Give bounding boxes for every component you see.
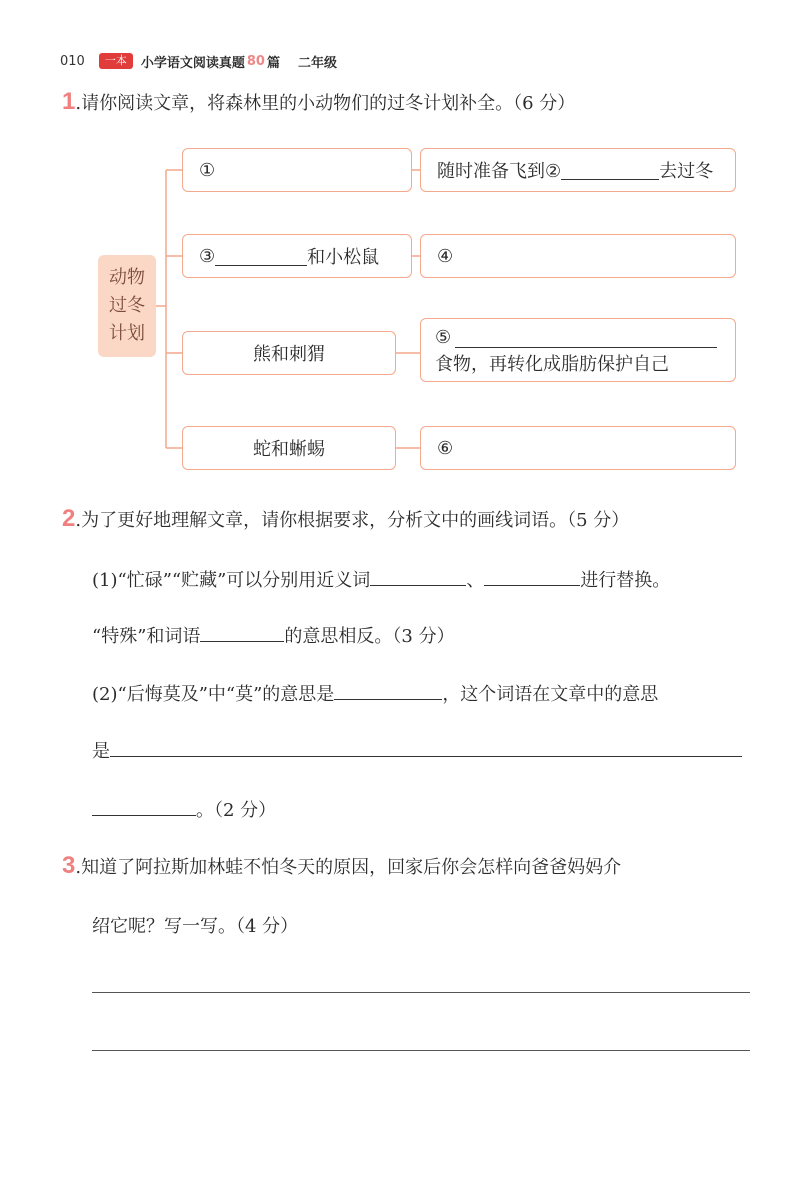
row1-left-label: ① — [199, 159, 216, 181]
row3-right-box — [420, 318, 736, 382]
row4-right-label: ⑥ — [437, 437, 454, 459]
q2-part1-line2 — [92, 622, 455, 648]
q2-p2-text-c: 是 — [92, 741, 110, 762]
root-line-1: 动物 — [109, 267, 145, 288]
q2-p1-sep: 、 — [466, 570, 485, 591]
q2-p2-text-d: 。（2 分） — [196, 800, 277, 821]
q2-part1-line1 — [92, 566, 670, 592]
q2-text: .为了更好地理解文章，请你根据要求，分析文中的画线词语。（5 分） — [75, 510, 630, 531]
q2-p2-text-b: ，这个词语在文章中的意思 — [442, 684, 659, 705]
q2-p1-text-c: “特殊”和词语 — [92, 626, 201, 647]
row4-left-box — [182, 426, 396, 470]
answer-line-1[interactable] — [92, 992, 750, 993]
row2-right-box[interactable] — [420, 234, 736, 278]
row2-left-prefix: ③ — [199, 245, 216, 267]
root-line-3: 计划 — [109, 323, 145, 344]
q2-number: 2 — [62, 505, 76, 532]
row3-right-label: ⑤ — [435, 327, 452, 348]
book-title: 小学语文阅读真题 — [140, 55, 245, 71]
q1-number: 1 — [62, 88, 76, 115]
q2-p1-text-b: 进行替换。 — [580, 570, 671, 591]
root-box — [98, 255, 156, 357]
brand-badge: 一本 — [99, 53, 133, 69]
q2-part2-line2 — [92, 737, 742, 763]
blank-phrase-meaning[interactable] — [110, 738, 742, 757]
row3-left-label: 熊和刺猬 — [253, 344, 325, 365]
blank-synonym-1[interactable] — [370, 567, 466, 586]
blank-phrase-meaning-cont[interactable] — [92, 797, 196, 816]
grade-label: 二年级 — [297, 55, 337, 71]
q2-p2-text-a: (2)“后悔莫及”中“莫”的意思是 — [92, 684, 335, 705]
q3-heading — [62, 852, 621, 880]
q2-part2-line3 — [92, 796, 276, 822]
row1-right-suffix: 去过冬 — [659, 161, 714, 182]
blank-5[interactable] — [455, 329, 717, 348]
q3-number: 3 — [62, 852, 76, 879]
q3-text-line2: 绍它呢？写一写。（4 分） — [92, 916, 299, 937]
root-line-2: 过冬 — [109, 295, 145, 316]
book-count: 80 — [246, 53, 265, 69]
row1-right-prefix: 随时准备飞到② — [437, 161, 562, 182]
q1-text: .请你阅读文章，将森林里的小动物们的过冬计划补全。（6 分） — [75, 93, 576, 114]
row4-right-box[interactable] — [420, 426, 736, 470]
answer-line-2[interactable] — [92, 1050, 750, 1051]
q2-part2-line1 — [92, 680, 658, 706]
q3-text: .知道了阿拉斯加林蛙不怕冬天的原因，回家后你会怎样向爸爸妈妈介 — [75, 857, 622, 878]
row3-left-box — [182, 331, 396, 375]
row4-left-label: 蛇和蜥蜴 — [253, 439, 325, 460]
row2-left-box — [182, 234, 412, 278]
blank-3[interactable] — [215, 247, 307, 266]
q2-p1-text-d: 的意思相反。（3 分） — [284, 626, 455, 647]
page-number: 010 — [60, 53, 85, 69]
blank-2[interactable] — [561, 161, 659, 180]
blank-antonym[interactable] — [200, 623, 284, 642]
blank-mo-meaning[interactable] — [334, 681, 442, 700]
row1-right-box — [420, 148, 736, 192]
q2-p1-text-a: (1)“忙碌”“贮藏”可以分别用近义词 — [92, 570, 371, 591]
row1-left-box — [182, 148, 412, 192]
q2-heading — [62, 505, 629, 533]
row2-left-suffix: 和小松鼠 — [307, 247, 380, 268]
blank-synonym-2[interactable] — [484, 567, 580, 586]
book-unit: 篇 — [266, 55, 280, 71]
row2-right-label: ④ — [437, 245, 454, 267]
row3-right-line2: 食物，再转化成脂肪保护自己 — [435, 354, 669, 375]
